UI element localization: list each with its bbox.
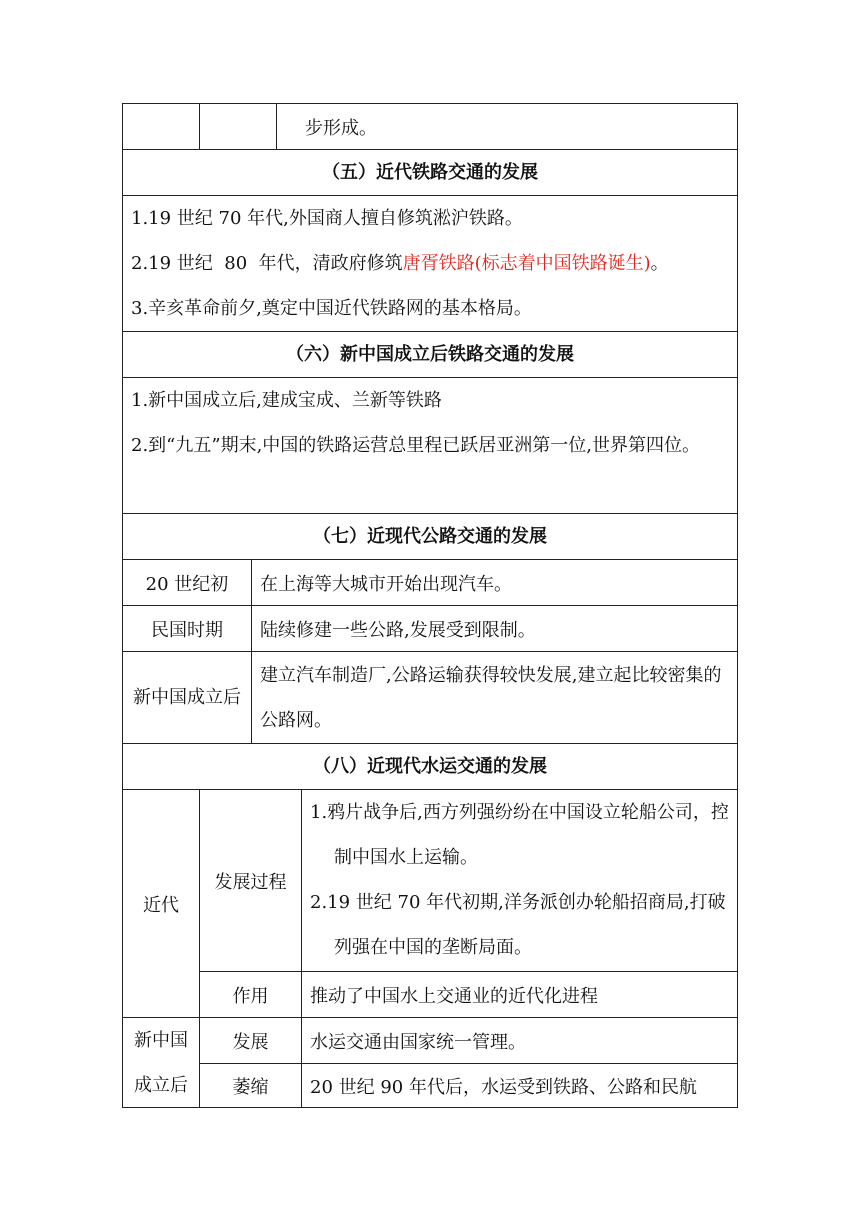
item-text: 。 (650, 253, 669, 274)
continuation-row (122, 103, 738, 150)
road-row (122, 652, 738, 744)
road-row (122, 560, 738, 606)
effect-text: 推动了中国水上交通业的近代化进程 (310, 985, 598, 1007)
decline-text: 20 世纪 90 年代后，水运受到铁路、公路和民航 (310, 1076, 697, 1098)
period-cell: 20 世纪初 (123, 560, 252, 605)
section-5-body (122, 196, 738, 332)
period-cell: 民国时期 (123, 606, 252, 651)
prc-detail (200, 1018, 737, 1107)
process-label: 发展过程 (200, 790, 302, 971)
continuation-text: 步形成。 (305, 117, 377, 139)
decline-row (200, 1064, 737, 1107)
empty-cell (123, 104, 200, 149)
process-item-1: 1.鸦片战争后,西方列强纷纷在中国设立轮船公司，控制中国水上运输。 (310, 802, 729, 868)
modern-row (122, 790, 738, 1018)
decline-label: 萎缩 (200, 1064, 302, 1107)
section-8-title: （八）近现代水运交通的发展 (122, 744, 738, 790)
section-5-item-3: 3.辛亥革命前夕,奠定中国近代铁路网的基本格局。 (131, 298, 532, 319)
dev-label: 发展 (200, 1018, 302, 1063)
section-7-title: （七）近现代公路交通的发展 (122, 514, 738, 560)
section-5-title: （五）近代铁路交通的发展 (122, 150, 738, 196)
section-6-item-2: 2.到“九五”期末,中国的铁路运营总里程已跃居亚洲第一位,世界第四位。 (131, 435, 701, 456)
road-row (122, 606, 738, 652)
prc-label: 新中国成立后 (123, 1018, 200, 1107)
process-item-2: 2.19 世纪 70 年代初期,洋务派创办轮船招商局,打破列强在中国的垄断局面。 (310, 892, 726, 958)
desc-cell: 在上海等大城市开始出现汽车。 (260, 573, 512, 595)
section-6-title: （六）新中国成立后铁路交通的发展 (122, 332, 738, 378)
document-table (122, 103, 738, 1108)
modern-detail (200, 790, 737, 1017)
section-6-item-1: 1.新中国成立后,建成宝成、兰新等铁路 (131, 390, 442, 411)
dev-row (200, 1018, 737, 1064)
effect-row (200, 972, 737, 1017)
desc-cell: 陆续修建一些公路,发展受到限制。 (260, 619, 536, 641)
item-text: 2.19 世纪 80 年代，清政府修筑 (131, 253, 403, 274)
prc-row (122, 1018, 738, 1108)
section-6-body (122, 378, 738, 514)
dev-text: 水运交通由国家统一管理。 (310, 1031, 526, 1053)
modern-label: 近代 (123, 790, 200, 1017)
section-5-item-1: 1.19 世纪 70 年代,外国商人擅自修筑淞沪铁路。 (131, 208, 523, 229)
process-text (302, 790, 737, 971)
section-5-item-2 (131, 241, 737, 286)
desc-cell: 建立汽车制造厂,公路运输获得较快发展,建立起比较密集的公路网。 (260, 664, 722, 731)
highlight-text: 唐胥铁路(标志着中国铁路诞生) (402, 253, 651, 274)
period-cell: 新中国成立后 (123, 652, 252, 743)
effect-label: 作用 (200, 972, 302, 1017)
process-row (200, 790, 737, 972)
empty-cell (200, 104, 277, 149)
